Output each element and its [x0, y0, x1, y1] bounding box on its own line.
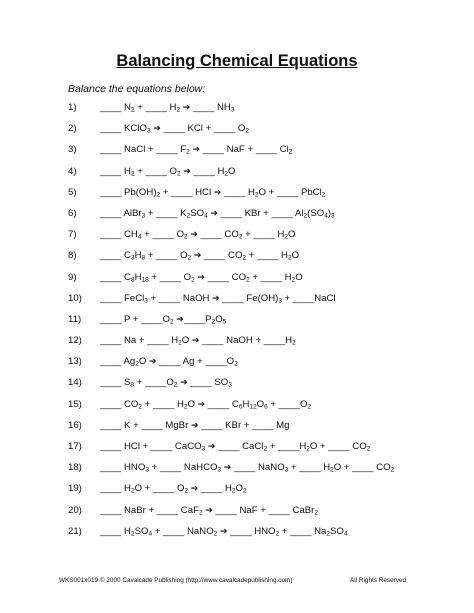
equation-row [68, 203, 394, 224]
equation-number: 21) [68, 525, 82, 537]
equation-row [68, 457, 394, 478]
equation-text: ____ KClO$_3$ ➔ ____ KCl + ____ $O_2$ [100, 123, 249, 135]
equation-text: ____ $CO_2$ + ____ $H_2O$ ➔ ____ $C_6H_{12}O_6$ + $\_\_\_\_O_2$ [100, 398, 312, 411]
equation-row [68, 309, 394, 330]
equation-text: ____ AlBr$_3$ + ____ $K_2SO_4$ ➔ ____ KBr + ____ $Al_2(SO_4)_3$ [100, 207, 335, 220]
equation-number: 3) [68, 144, 77, 156]
equation-number: 8) [68, 250, 77, 262]
equation-text: ____ FeCl$_3$ + ____ NaOH ➔ ____ $Fe(OH)_3$ + ____NaCl [100, 292, 336, 305]
equation-row [68, 351, 394, 372]
equation-number: 7) [68, 229, 77, 241]
equation-text: ____ K + ____ MgBr ➔ ____ KBr + ____ Mg [100, 419, 290, 431]
equation-text: ____ $C_3H_8$ + ____ $O_2$ ➔ ____ $CO_2$ + ____ $H_2O$ [100, 250, 300, 262]
equation-text: ____ $H_2SO_4$ + ____ NaNO$_2$ ➔ ____ $HNO_2$ + ____ $Na_2SO_4$ [100, 525, 348, 538]
equation-row [68, 372, 394, 393]
equation-text: ____ $H_2O$ + ____ $O_2$ ➔ ____ $H_2O_2$ [100, 483, 247, 495]
equation-text: ____ NaBr + ____ CaF$_2$ ➔ ____ NaF + ____ CaBr$_2$ [100, 504, 319, 517]
equation-number: 10) [68, 292, 82, 304]
equation-text: ____ $C_8H_{18}$ + ____ $O_2$ ➔ ____ $CO_2$ + ____ $H_2O$ [100, 271, 303, 283]
equation-number: 20) [68, 504, 82, 516]
equation-text: ____ Na + ____ $H_2O$ ➔ ____ NaOH + $\_\_\_\_H_2$ [100, 335, 296, 347]
equation-text: ____ $P + \_\_\_\_O_2$ $➔\_\_\_\_P_2O_5$ [100, 313, 227, 326]
equation-number: 18) [68, 462, 82, 474]
equation-number: 9) [68, 271, 77, 283]
equation-row [68, 415, 394, 436]
equation-row [68, 394, 394, 415]
footer-copyright: WKS001x019 © 2000 Cavalcade Publishing (http://www.cavalcadepublishing.com) [59, 577, 293, 584]
equation-text: ____ $Ag_2O$ ➔ ____ $Ag + \_\_\_\_O_2$ [100, 356, 238, 368]
page-title: Balancing Chemical Equations [116, 52, 358, 70]
equation-number: 14) [68, 377, 82, 389]
equation-row [68, 521, 394, 542]
equation-number: 16) [68, 419, 82, 431]
equation-row [68, 182, 394, 203]
equation-number: 5) [68, 186, 77, 198]
equation-row [68, 500, 394, 521]
equation-number: 2) [68, 123, 77, 135]
equation-row [68, 245, 394, 266]
equation-row [68, 97, 394, 118]
equation-number: 17) [68, 441, 82, 452]
equation-row [68, 288, 394, 309]
equation-text: ____ NaCl + ____ $F_2$ ➔ ____ NaF + ____ $Cl_2$ [100, 144, 293, 156]
equation-text: ____ $Pb(OH)_2$ + ____ HCl ➔ ____ $H_2O$ + ____ PbCl$_2$ [100, 186, 326, 199]
equation-text: ____ $HNO_3$ + ____ NaHCO$_3$ ➔ ____ NaNO$_3$ + ____ $H_2O$ + ____ $CO_2$ [100, 462, 395, 474]
equation-text: ____ $H_2$ + ____ $O_2$ ➔ ____ $H_2O$ [100, 165, 236, 178]
equation-row [68, 478, 394, 499]
equation-row [68, 436, 394, 457]
equation-number: 13) [68, 356, 82, 368]
equation-number: 19) [68, 483, 82, 495]
equation-row [68, 139, 394, 160]
equation-number: 11) [68, 313, 82, 325]
equation-number: 12) [68, 335, 82, 347]
equation-number: 15) [68, 398, 82, 410]
equation-list [68, 97, 394, 542]
equation-row [68, 330, 394, 351]
equation-number: 6) [68, 207, 77, 219]
equation-text: ____ HCl + ____ CaCO$_3$ ➔ ____ CaCl$_2$ + $\_\_\_\_H_2O$ + ____ $CO_2$ [100, 441, 371, 453]
equation-text: ____ $N_2$ + ____ $H_2$ ➔ ____ $NH_3$ [100, 102, 235, 114]
equation-number: 4) [68, 165, 77, 177]
equation-row [68, 118, 394, 139]
equation-text: ____ $CH_4$ + ____ $O_2$ ➔ ____ $CO_2$ + ____ $H_2O$ [100, 229, 296, 241]
equation-text: ____ $S_8$ + $\_\_\_\_O_2$ ➔ ____ $SO_3$ [100, 377, 232, 389]
equation-row [68, 267, 394, 288]
equation-number: 1) [68, 102, 77, 113]
equation-row [68, 224, 394, 245]
instruction-text: Balance the equations below: [68, 83, 206, 95]
equation-row [68, 161, 394, 182]
footer-rights: All Rights Reserved [350, 577, 407, 584]
